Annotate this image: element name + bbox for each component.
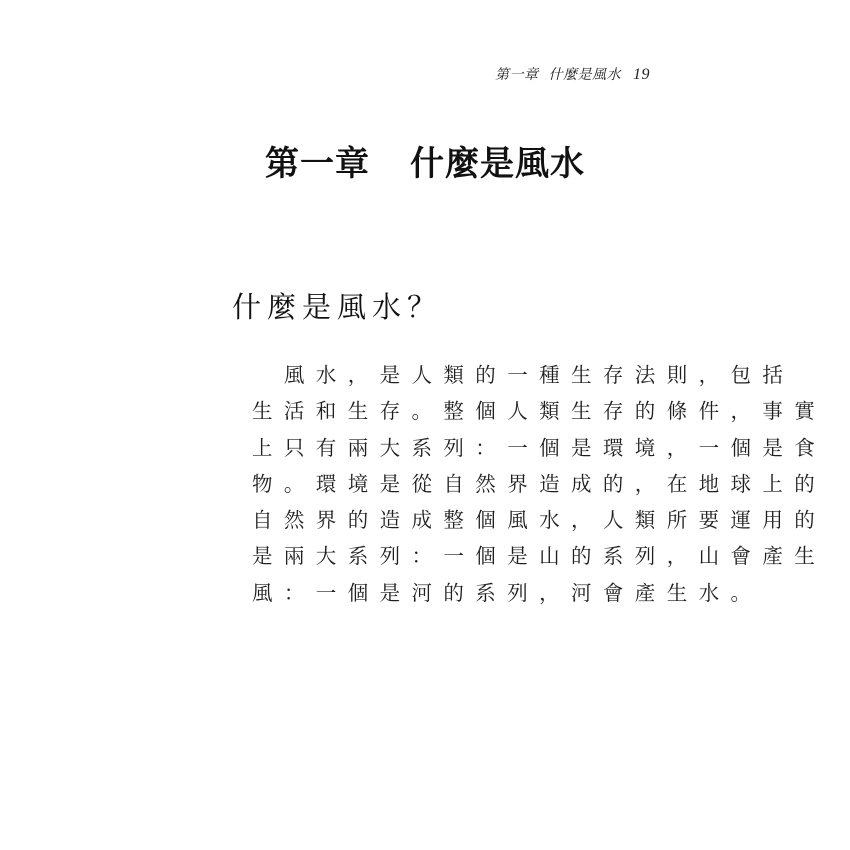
paragraph-line: 風水，是人類的一種生存法則，包括 [252,363,795,387]
chapter-label: 第一章 [265,144,370,184]
running-header [470,64,650,84]
chapter-title [0,136,850,185]
section-heading: 什麼是風水？ [232,290,443,324]
chapter-name: 什麼是風水 [410,144,585,184]
paragraph-line: 生活和生存。整個人類生存的條件，事實 [252,399,827,424]
paragraph-line: 自然界的造成整個風水，人類所要運用的 [252,508,827,533]
running-header-title: 什麼是風水 [548,67,621,83]
paragraph-line: 物。環境是從自然界造成的，在地球上的 [252,471,827,496]
running-header-chapter: 第一章 [495,67,539,83]
paragraph-line: 上只有兩大系列：一個是環境，一個是食 [252,435,827,460]
paragraph-line: 是兩大系列：一個是山的系列，山會產生 [252,544,827,569]
page-number: 19 [633,66,650,83]
paragraph-line: 風：一個是河的系列，河會產生水。 [252,580,763,605]
body-paragraph [252,357,827,611]
